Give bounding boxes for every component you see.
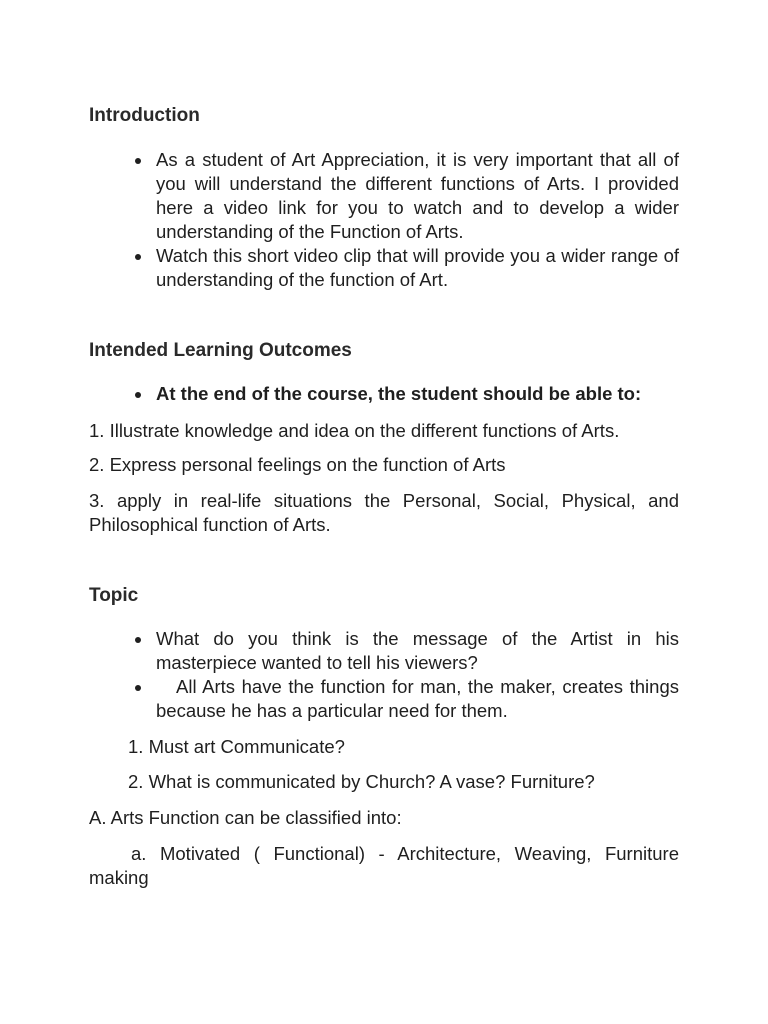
bullet-icon (135, 158, 141, 164)
topic-question-2: 2. What is communicated by Church? A vase? Furniture? (128, 771, 595, 792)
topic-bullet-1-text: What do you think is the message of the Artist in his masterpiece wanted to tell his viewers? (156, 628, 679, 673)
outcomes-heading: Intended Learning Outcomes (89, 340, 352, 361)
bullet-icon (135, 685, 141, 691)
introduction-bullet-1-text: As a student of Art Appreciation, it is very important that all of you will understand the different functions of Arts. I provided here a video link for you to watch and to develop a wider understanding of the Function of Arts. (156, 149, 679, 242)
outcomes-bullet-list (89, 382, 679, 406)
bullet-icon (135, 637, 141, 643)
outcomes-lead-text: At the end of the course, the student should be able to: (156, 383, 642, 404)
classification-line: A. Arts Function can be classified into: (89, 807, 402, 828)
outcome-item-1: 1. Illustrate knowledge and idea on the different functions of Arts. (89, 420, 620, 441)
introduction-heading: Introduction (89, 105, 200, 126)
topic-question-1: 1. Must art Communicate? (128, 736, 345, 757)
bullet-icon (135, 392, 141, 398)
outcome-item-3: 3. apply in real-life situations the Personal, Social, Physical, and Philosophical function of Arts. (89, 490, 679, 535)
topic-bullet-1 (89, 627, 679, 675)
bullet-icon (135, 254, 141, 260)
outcomes-lead-bullet (89, 382, 679, 406)
classification-sub-item: a. Motivated ( Functional) - Architecture, Weaving, Furniture making (89, 843, 679, 888)
introduction-bullet-1 (89, 148, 679, 244)
topic-bullet-list (89, 627, 679, 723)
topic-bullet-2 (89, 675, 679, 723)
introduction-bullet-2 (89, 244, 679, 292)
topic-bullet-2-text: All Arts have the function for man, the maker, creates things because he has a particular need for them. (156, 676, 679, 721)
topic-heading: Topic (89, 585, 139, 606)
outcome-item-2: 2. Express personal feelings on the function of Arts (89, 454, 506, 475)
introduction-bullet-list (89, 148, 679, 292)
introduction-bullet-2-text: Watch this short video clip that will provide you a wider range of understanding of the function of Art. (156, 245, 679, 290)
